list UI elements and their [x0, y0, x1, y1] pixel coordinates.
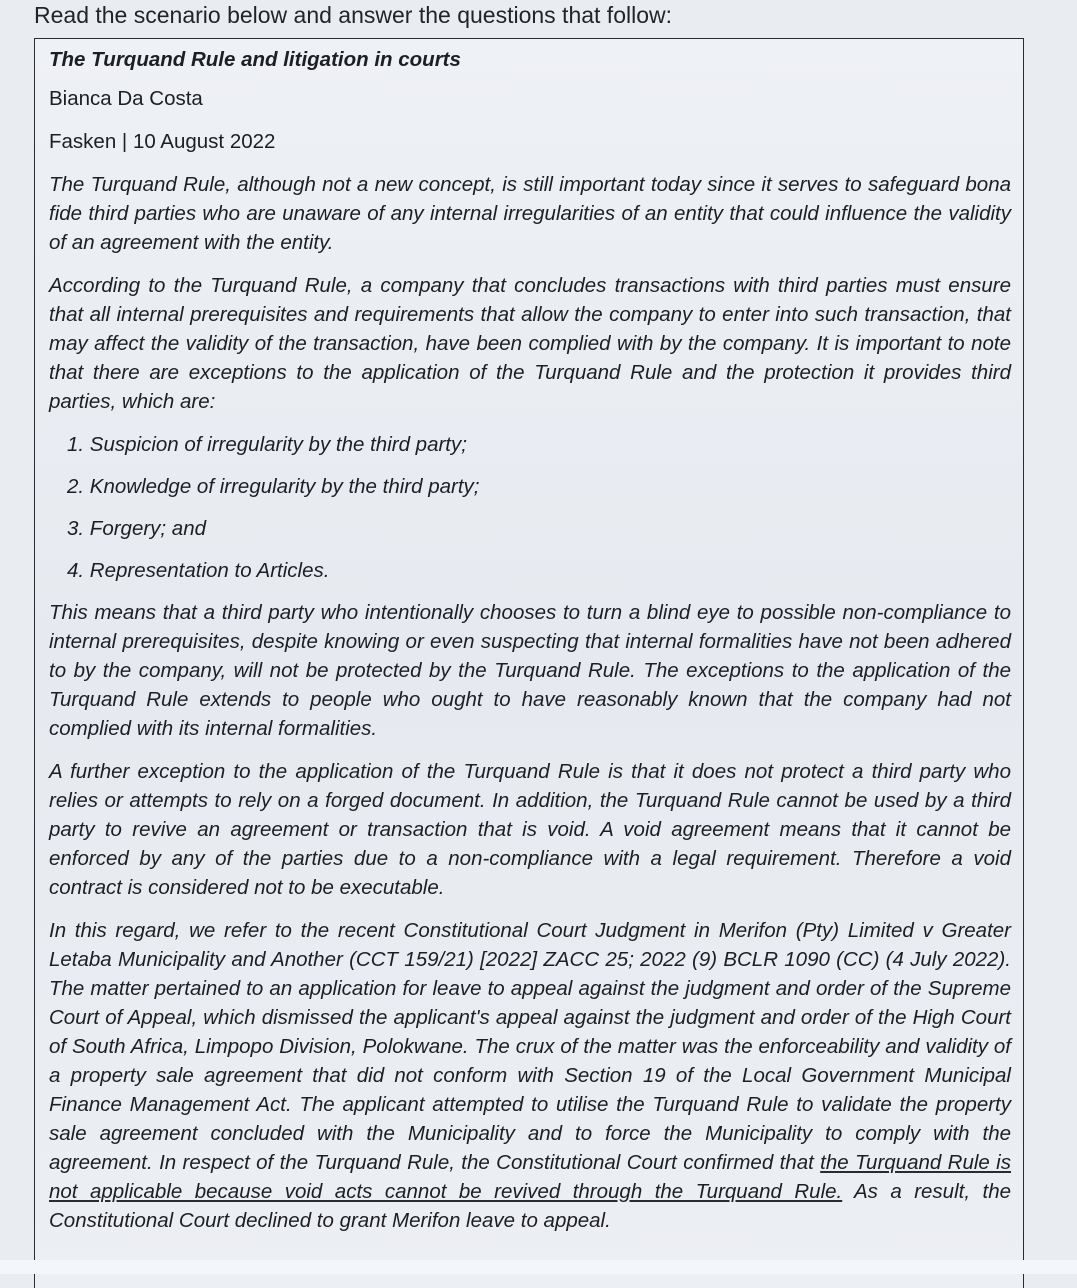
- paragraph-rule-definition: According to the Turquand Rule, a company that concludes transactions with third parties must ensure that all internal prerequisites and requirements that allow the company to enter into such transaction, that may affect the validity of the transaction, have been complied with by the company. It is important to note that there are exceptions to the application of the Turquand Rule and the protection it provides third parties, which are:: [49, 274, 1011, 413]
- scenario-box: [34, 38, 1024, 1288]
- list-item: 2. Knowledge of irregularity by the third party;: [67, 475, 480, 498]
- instruction-text: Read the scenario below and answer the questions that follow:: [34, 2, 673, 28]
- article-author: Bianca Da Costa: [49, 87, 203, 110]
- article-content: [49, 45, 1011, 1249]
- paragraph-merifon-end: As a result, the Constitutional Court declined to grant Merifon leave to appeal.: [49, 1180, 1011, 1232]
- paragraph-merifon-start: In this regard, we refer to the recent Constitutional Court Judgment in Merifon (Pty) Limited v Greater Letaba Municipality and Another (CCT 159/21) [2022] ZACC 25; 2022 (9) BCLR 1090 (CC) (4 July 2022). The matter pertained to an application for leave to appeal against the judgment and order of the Supreme Court of Appeal, which dismissed the applicant's appeal against the judgment and order of the High Court of South Africa, Limpopo Division, Polokwane. The crux of the matter was the enforceability and validity of a property sale agreement that did not conform with Section 19 of the Local Government Municipal Finance Management Act. The applicant attempted to utilise the Turquand Rule to validate the property sale agreement concluded with the Municipality and to force the Municipality to comply with the agreement. In respect of the Turquand Rule, the Constitutional Court confirmed that: [49, 919, 1011, 1174]
- list-item: 3. Forgery; and: [67, 517, 207, 540]
- list-item: 1. Suspicion of irregularity by the third party;: [67, 433, 467, 456]
- list-item: 4. Representation to Articles.: [67, 559, 330, 582]
- underlined-conclusion: the Turquand Rule is not applicable because void acts cannot be revived through the Turquand Rule.: [49, 1151, 1011, 1203]
- paragraph-forgery: A further exception to the application of the Turquand Rule is that it does not protect a third party who relies or attempts to rely on a forged document. In addition, the Turquand Rule cannot be used by a third party to revive an agreement or transaction that is void. A void agreement means that it cannot be enforced by any of the parties due to a non-compliance with a legal requirement. Therefore a void contract is considered not to be executable.: [49, 760, 1011, 899]
- paragraph-merifon-case: [49, 916, 1011, 1235]
- page-bottom-edge: [0, 1260, 1077, 1274]
- article-title: The Turquand Rule and litigation in courts: [49, 48, 461, 71]
- article-source-date: Fasken | 10 August 2022: [49, 130, 276, 153]
- exceptions-list: [49, 430, 1011, 585]
- paragraph-intro: The Turquand Rule, although not a new concept, is still important today since it serves to safeguard bona fide third parties who are unaware of any internal irregularities of an entity that could influence the validity of an agreement with the entity.: [49, 173, 1011, 254]
- paragraph-blind-eye: This means that a third party who intentionally chooses to turn a blind eye to possible non-compliance to internal prerequisites, despite knowing or even suspecting that internal formalities have not been adhered to by the company, will not be protected by the Turquand Rule. The exceptions to the application of the Turquand Rule extends to people who ought to have reasonably known that the company had not complied with its internal formalities.: [49, 601, 1011, 740]
